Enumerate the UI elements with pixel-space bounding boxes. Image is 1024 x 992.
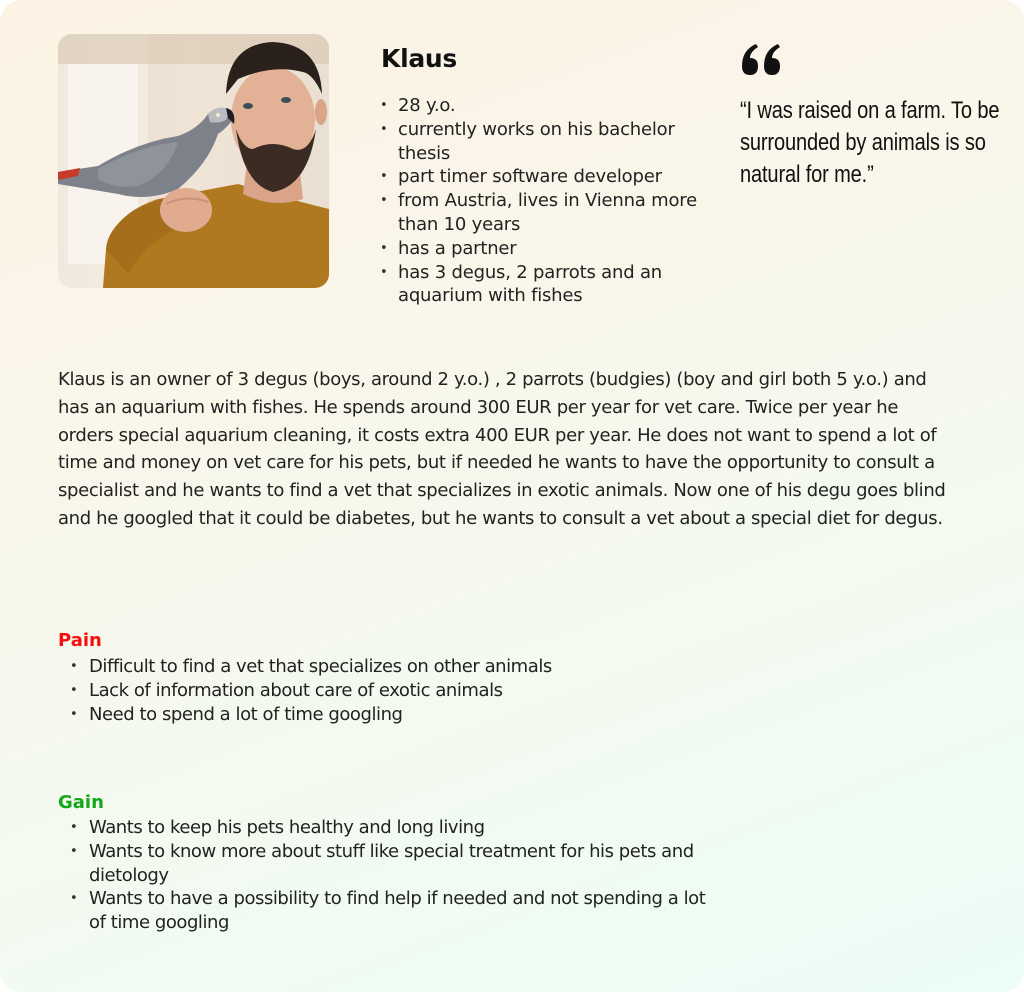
portrait-photo-icon <box>58 34 329 288</box>
persona-quote: “I was raised on a farm. To be surrounded by animals is so natural for me.” <box>740 97 1000 188</box>
persona-photo <box>58 34 329 288</box>
pain-item: • Difficult to find a vet that specializes on other animals <box>70 655 710 679</box>
pain-list <box>70 655 710 726</box>
persona-facts-list <box>380 94 720 308</box>
fact-item: • part timer software developer <box>380 165 720 189</box>
pain-item: • Need to spend a lot of time googling <box>70 703 710 727</box>
fact-item: • from Austria, lives in Vienna more than 10 years <box>380 189 720 237</box>
gain-item: • Wants to know more about stuff like special treatment for his pets and dietology <box>70 840 710 888</box>
persona-story: Klaus is an owner of 3 degus (boys, around 2 y.o.) , 2 parrots (budgies) (boy and girl both 5 y.o.) and has an aquarium with fishes. He spends around 300 EUR per year for vet care. Twice per year he orders special aquarium cleaning, it costs extra 400 EUR per year. He does not want to spend a lot of time and money on vet care for his pets, but if needed he wants to have the opportunity to consult a specialist and he wants to find a vet that specializes in exotic animals. Now one of his degu goes blind and he googled that it could be diabetes, but he wants to consult a vet about a special diet for degus. <box>58 369 946 529</box>
fact-item: • has a partner <box>380 237 720 261</box>
pain-item: • Lack of information about care of exotic animals <box>70 679 710 703</box>
gain-item: • Wants to keep his pets healthy and long living <box>70 816 710 840</box>
persona-name: Klaus <box>381 44 457 73</box>
gain-list <box>70 816 710 935</box>
fact-item: • currently works on his bachelor thesis <box>380 118 720 166</box>
gain-item: • Wants to have a possibility to find help if needed and not spending a lot of time googling <box>70 887 710 935</box>
pain-heading: Pain <box>58 630 102 651</box>
fact-item: • has 3 degus, 2 parrots and an aquarium with fishes <box>380 261 720 309</box>
quote-mark-icon <box>740 44 788 84</box>
gain-heading: Gain <box>58 792 104 813</box>
fact-item: • 28 y.o. <box>380 94 720 118</box>
